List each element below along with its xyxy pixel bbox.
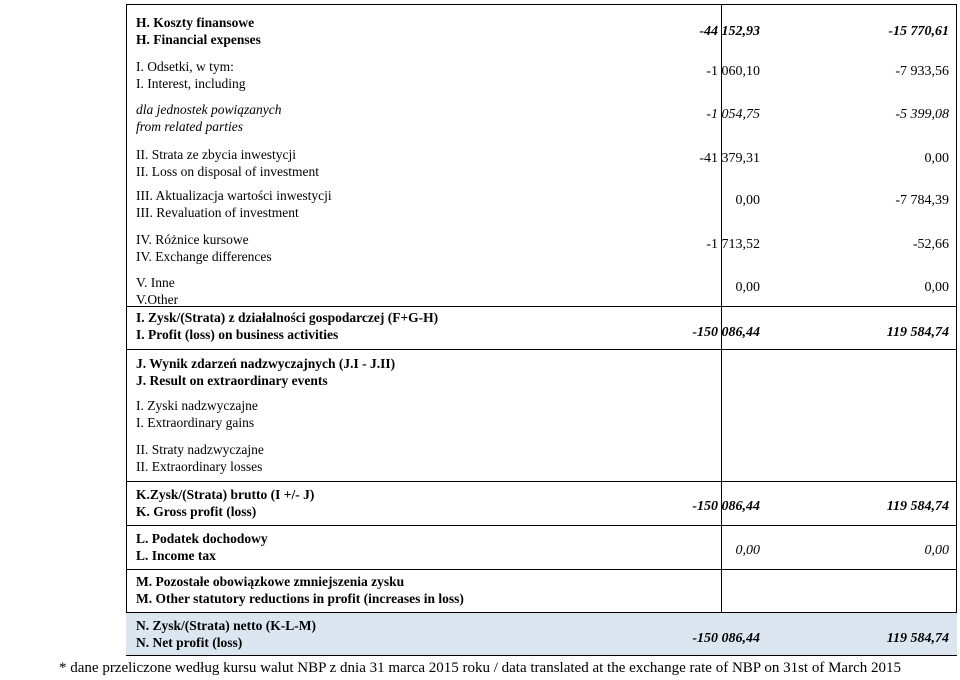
row-label-pl: H. Koszty finansowe bbox=[136, 15, 255, 30]
table-row bbox=[126, 349, 957, 393]
row-label-en: I. Profit (loss) on business activities bbox=[136, 327, 339, 342]
value-2015: 0,00 bbox=[735, 280, 760, 295]
table-row bbox=[126, 54, 957, 96]
value-2014: 119 584,74 bbox=[886, 325, 949, 340]
row-label-pl: III. Aktualizacja wartości inwestycji bbox=[136, 188, 332, 203]
table-row bbox=[126, 437, 957, 481]
value-2014: 0,00 bbox=[924, 280, 949, 295]
row-label-en: V.Other bbox=[136, 292, 179, 307]
table-row bbox=[126, 96, 957, 140]
table-row bbox=[126, 306, 957, 349]
row-label-pl: II. Straty nadzwyczajne bbox=[136, 442, 264, 457]
table-row bbox=[126, 182, 957, 226]
footnote: * dane przeliczone według kursu walut NBP z dnia 31 marca 2015 roku / data translated at the exchange rate of NBP on 31st of March 2015 bbox=[59, 660, 901, 676]
value-2014: 0,00 bbox=[924, 151, 949, 166]
row-label-pl: I. Zyski nadzwyczajne bbox=[136, 398, 258, 413]
row-label-en: K. Gross profit (loss) bbox=[136, 504, 257, 519]
row-label-en: I. Extraordinary gains bbox=[136, 415, 255, 430]
value-2015: -150 086,44 bbox=[692, 631, 760, 646]
value-2015: -150 086,44 bbox=[692, 325, 760, 340]
row-label-en: L. Income tax bbox=[136, 548, 216, 563]
row-label-pl: N. Zysk/(Strata) netto (K-L-M) bbox=[136, 618, 316, 633]
value-2015: -1 713,52 bbox=[706, 237, 760, 252]
row-label-pl: dla jednostek powiązanych bbox=[136, 102, 282, 117]
value-2014: 0,00 bbox=[924, 543, 949, 558]
table-row bbox=[126, 270, 957, 306]
value-2014: 119 584,74 bbox=[886, 631, 949, 646]
value-2014: -7 933,56 bbox=[895, 64, 949, 79]
row-label-en: H. Financial expenses bbox=[136, 32, 261, 47]
table-row bbox=[126, 6, 957, 54]
value-2014: -15 770,61 bbox=[888, 24, 949, 39]
value-2014: -52,66 bbox=[912, 237, 949, 252]
row-label-en: from related parties bbox=[136, 119, 243, 134]
row-label-en: III. Revaluation of investment bbox=[136, 205, 299, 220]
row-label-en: II. Loss on disposal of investment bbox=[136, 164, 319, 179]
table-row bbox=[126, 140, 957, 182]
table-row bbox=[126, 226, 957, 270]
row-label-pl: J. Wynik zdarzeń nadzwyczajnych (J.I - J.II) bbox=[136, 356, 396, 371]
row-label-pl: K.Zysk/(Strata) brutto (I +/- J) bbox=[136, 487, 315, 502]
row-label-pl: L. Podatek dochodowy bbox=[136, 531, 268, 546]
value-2014: -7 784,39 bbox=[895, 193, 949, 208]
row-label-pl: I. Zysk/(Strata) z działalności gospodarczej (F+G-H) bbox=[136, 310, 439, 325]
table-row bbox=[126, 569, 957, 612]
table-row bbox=[126, 481, 957, 525]
row-label-en: N. Net profit (loss) bbox=[136, 635, 243, 650]
value-2015: 0,00 bbox=[735, 543, 760, 558]
row-label-en: I. Interest, including bbox=[136, 76, 246, 91]
table-row-net-profit bbox=[126, 612, 957, 656]
value-2015: 0,00 bbox=[735, 193, 760, 208]
row-label-en: M. Other statutory reductions in profit (increases in loss) bbox=[136, 591, 464, 606]
value-2015: -150 086,44 bbox=[692, 499, 760, 514]
row-label-pl: I. Odsetki, w tym: bbox=[136, 59, 234, 74]
value-2014: 119 584,74 bbox=[886, 499, 949, 514]
row-label-pl: II. Strata ze zbycia inwestycji bbox=[136, 147, 297, 162]
value-2015: -44 152,93 bbox=[699, 24, 760, 39]
value-2015: -1 054,75 bbox=[706, 107, 760, 122]
value-2014: -5 399,08 bbox=[895, 107, 949, 122]
row-label-en: IV. Exchange differences bbox=[136, 249, 272, 264]
row-label-en: J. Result on extraordinary events bbox=[136, 373, 328, 388]
row-label-en: II. Extraordinary losses bbox=[136, 459, 263, 474]
row-label-pl: M. Pozostałe obowiązkowe zmniejszenia zysku bbox=[136, 574, 405, 589]
value-2015: -41 379,31 bbox=[699, 151, 760, 166]
row-label-pl: IV. Różnice kursowe bbox=[136, 232, 249, 247]
row-label-pl: V. Inne bbox=[136, 275, 175, 290]
table-row bbox=[126, 393, 957, 437]
value-2015: -1 060,10 bbox=[706, 64, 760, 79]
table-row bbox=[126, 525, 957, 569]
